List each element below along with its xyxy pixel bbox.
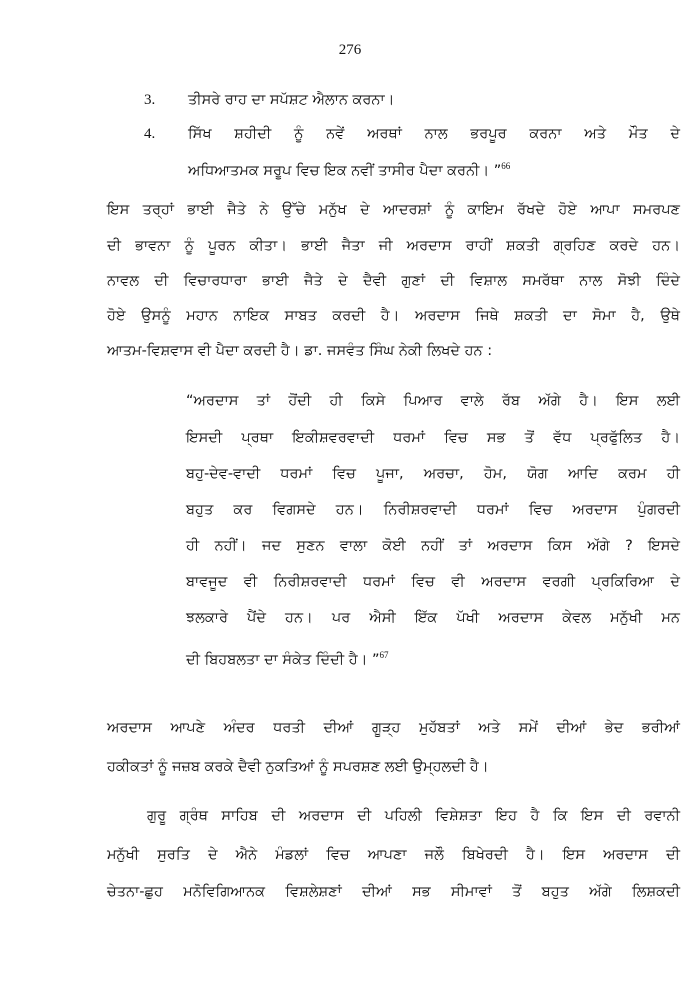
list-item-text: ਸਿੱਖ ਸ਼ਹੀਦੀ ਨੂੰ ਨਵੇਂ ਅਰਥਾਂ ਨਾਲ ਭਰਪੂਰ ਕਰਨਾ ਅਤੇ ਮੌਤ ਦੇ (188, 126, 680, 142)
quote-line: “ਅਰਦਾਸ ਤਾਂ ਹੋਂਦੀ ਹੀ ਕਿਸੇ ਪਿਆਰ ਵਾਲੇ ਰੱਬ ਅੱਗੇ ਹੈ। ਇਸ ਲਈ (186, 393, 680, 409)
quote-line: ਬਹੁਤ ਕਰ ਵਿਗਸਦੇ ਹਨ। ਨਿਰੀਸ਼ਰਵਾਦੀ ਧਰਮਾਂ ਵਿਚ ਅਰਦਾਸ ਪੁੰਗਰਦੀ (186, 502, 680, 518)
text-line: ਇਸ ਤਰ੍ਹਾਂ ਭਾਈ ਜੈਤੇ ਨੇ ਉੱਚੇ ਮਨੁੱਖ ਦੇ ਆਦਰਸ਼ਾਂ ਨੂੰ ਕਾਇਮ ਰੱਖਦੇ ਹੋਏ ਆਪਾ ਸਮਰਪਣ (107, 202, 680, 218)
quote-line: ਬਾਵਜੂਦ ਵੀ ਨਿਰੀਸ਼ਰਵਾਦੀ ਧਰਮਾਂ ਵਿਚ ਵੀ ਅਰਦਾਸ ਵਰਗੀ ਪ੍ਰਕਿਰਿਆ ਦੇ (186, 574, 680, 590)
text-line: ਆਤਮ-ਵਿਸ਼ਵਾਸ ਵੀ ਪੈਦਾ ਕਰਦੀ ਹੈ। ਡਾ. ਜਸਵੰਤ ਸਿੰਘ ਨੇਕੀ ਲਿਖਦੇ ਹਨ : (107, 343, 493, 359)
text-line: ਮਨੁੱਖੀ ਸੁਰਤਿ ਦੇ ਐਨੇ ਮੰਡਲਾਂ ਵਿਚ ਆਪਣਾ ਜਲੌ ਬਿਖੇਰਦੀ ਹੈ। ਇਸ ਅਰਦਾਸ ਦੀ (107, 847, 680, 863)
text-line: ਚੇਤਨਾ-ਛੁਹ ਮਨੋਵਿਗਿਆਨਕ ਵਿਸ਼ਲੇਸ਼ਣਾਂ ਦੀਆਂ ਸਭ ਸੀਮਾਵਾਂ ਤੋਂ ਬਹੁਤ ਅੱਗੇ ਲਿਸ਼ਕਦੀ (107, 884, 680, 900)
list-number: 4. (144, 126, 156, 142)
list-item-line: ਅਧਿਆਤਮਕ ਸਰੂਪ ਵਿਚ ਇਕ ਨਵੀਂ ਤਾਸੀਰ ਪੈਦਾ ਕਰਨੀ। ” (188, 162, 502, 179)
text-line: ਹੋਏ ਉਸਨੂੰ ਮਹਾਨ ਨਾਇਕ ਸਾਬਤ ਕਰਦੀ ਹੈ। ਅਰਦਾਸ ਜਿਥੇ ਸ਼ਕਤੀ ਦਾ ਸੋਮਾ ਹੈ, ਉਥੇ (107, 308, 680, 324)
list-number: 3. (144, 92, 156, 108)
text-line: ਗੁਰੂ ਗ੍ਰੰਥ ਸਾਹਿਬ ਦੀ ਅਰਦਾਸ ਦੀ ਪਹਿਲੀ ਵਿਸ਼ੇਸ਼ਤਾ ਇਹ ਹੈ ਕਿ ਇਸ ਦੀ ਰਵਾਨੀ (147, 808, 680, 824)
text-line: ਦੀ ਭਾਵਨਾ ਨੂੰ ਪੂਰਨ ਕੀਤਾ। ਭਾਈ ਜੈਤਾ ਜੀ ਅਰਦਾਸ ਰਾਹੀਂ ਸ਼ਕਤੀ ਗ੍ਰਹਿਣ ਕਰਦੇ ਹਨ। (107, 238, 680, 254)
text-line: ਅਰਦਾਸ ਆਪਣੇ ਅੰਦਰ ਧਰਤੀ ਦੀਆਂ ਗੂੜ੍ਹ ਮੁਹੱਬਤਾਂ ਅਤੇ ਸਮੇਂ ਦੀਆਂ ਭੇਦ ਭਰੀਆਂ (107, 720, 680, 736)
page-number: 276 (338, 42, 362, 58)
quote-line: ਇਸਦੀ ਪ੍ਰਥਾ ਇਕੀਸ਼ਵਰਵਾਦੀ ਧਰਮਾਂ ਵਿਚ ਸਭ ਤੋਂ ਵੱਧ ਪ੍ਰਫੁੱਲਿਤ ਹੈ। (186, 430, 680, 446)
footnote-ref: 66 (501, 161, 511, 171)
quote-line: ਹੀ ਨਹੀਂ। ਜਦ ਸੁਣਨ ਵਾਲਾ ਕੋਈ ਨਹੀਂ ਤਾਂ ਅਰਦਾਸ ਕਿਸ ਅੱਗੇ ? ਇਸਦੇ (186, 538, 680, 554)
list-item-text (188, 156, 510, 181)
quote-line: ਬਹੁ-ਦੇਵ-ਵਾਦੀ ਧਰਮਾਂ ਵਿਚ ਪੂਜਾ, ਅਰਚਾ, ਹੋਮ, ਯੋਗ ਆਦਿ ਕਰਮ ਹੀ (186, 466, 680, 482)
footnote-ref: 67 (379, 650, 389, 660)
text-line: ਹਕੀਕਤਾਂ ਨੂੰ ਜਜ਼ਬ ਕਰਕੇ ਦੈਵੀ ਨੁਕਤਿਆਂ ਨੂੰ ਸਪਰਸ਼ਣ ਲਈ ਉਮ੍ਹਲਦੀ ਹੈ। (107, 759, 489, 775)
text-line: ਨਾਵਲ ਦੀ ਵਿਚਾਰਧਾਰਾ ਭਾਈ ਜੈਤੇ ਦੇ ਦੈਵੀ ਗੁਣਾਂ ਦੀ ਵਿਸ਼ਾਲ ਸਮਰੱਥਾ ਨਾਲ ਸੋਝੀ ਦਿੰਦੇ (107, 273, 680, 289)
quote-line (186, 645, 389, 670)
list-item-text: ਤੀਸਰੇ ਰਾਹ ਦਾ ਸਪੱਸ਼ਟ ਐਲਾਨ ਕਰਨਾ। (188, 92, 395, 108)
quote-line: ਝਲਕਾਰੇ ਪੈਂਦੇ ਹਨ। ਪਰ ਐਸੀ ਇੱਕ ਪੱਖੀ ਅਰਦਾਸ ਕੇਵਲ ਮਨੁੱਖੀ ਮਨ (186, 610, 680, 626)
quote-last-line: ਦੀ ਬਿਹਬਲਤਾ ਦਾ ਸੰਕੇਤ ਦਿੰਦੀ ਹੈ। ” (186, 651, 380, 668)
